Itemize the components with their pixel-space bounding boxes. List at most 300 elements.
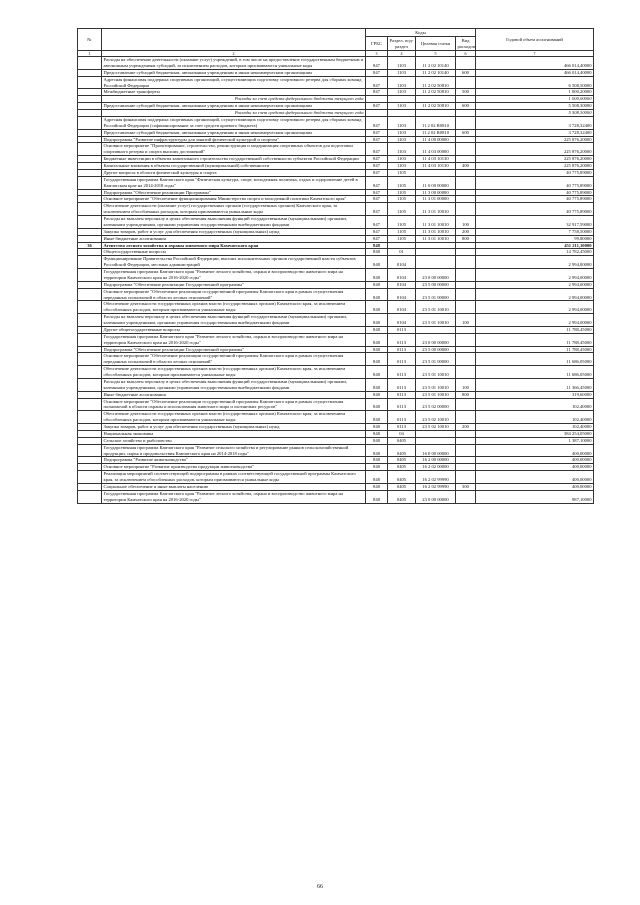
row-razdel: 0113	[388, 378, 416, 391]
row-name: Расходы на выплаты персоналу в целях обеспечения выполнения функций государственными (муниципальными) органами, казенными учреждениями, органами управления государственными внебюджетными фондами	[102, 378, 366, 391]
row-name: Агентство лесного хозяйства и охраны животного мира Камчатского края	[102, 242, 366, 249]
row-target-article	[416, 242, 456, 249]
row-target-article	[416, 437, 456, 444]
row-name: Адресная финансовая поддержка спортивных организаций, осуществляющих подготовку спортивного резерва для сборных команд Российской Федерации	[102, 76, 366, 89]
table-row	[78, 378, 594, 391]
table-row	[78, 424, 594, 431]
row-amount: 400,00000	[476, 444, 594, 457]
row-name: Предоставление субсидий бюджетным, автономным учреждениям и иным некоммерческим организациям	[102, 129, 366, 136]
row-name: Предоставление субсидий бюджетным, автономным учреждениям и иным некоммерческим организациям	[102, 69, 366, 76]
row-name: Государственная программа Камчатского края "Развитие лесного хозяйства, охрана и воспроизводство животного мира на территории Камчатского края на 2016-2020 годы"	[102, 490, 366, 503]
table-row	[78, 129, 594, 136]
table-body	[78, 57, 594, 504]
row-name: Обеспечение деятельности (оказание услуг) государственных органов (государственных органов) Камчатского края, за исключением обособленных расходов, которым присваиваются уникальные коды	[102, 203, 366, 216]
row-amount: 11 788,45000	[476, 333, 594, 346]
row-grbs: 848	[366, 353, 388, 366]
colnum-5: 5	[416, 51, 456, 57]
row-razdel: 1103	[388, 76, 416, 89]
row-target-article: 23 5 01 10010	[416, 391, 456, 398]
row-name: Иные бюджетные ассигнования	[102, 391, 366, 398]
row-expense-type	[456, 256, 476, 269]
row-razdel: 1103	[388, 129, 416, 136]
row-grbs: 847	[366, 89, 388, 96]
table-row	[78, 163, 594, 170]
header-name	[102, 29, 366, 51]
row-target-article: 11 3 01 10010	[416, 235, 456, 242]
row-target-article: 11 4 00 00000	[416, 136, 456, 143]
row-target-article: 11 4 03 10130	[416, 156, 456, 163]
row-expense-type	[456, 366, 476, 379]
row-number	[78, 314, 102, 327]
row-target-article: 11 3 01 10010	[416, 228, 456, 235]
row-grbs: 847	[366, 69, 388, 76]
row-target-article: 23 5 01 00000	[416, 353, 456, 366]
row-grbs: 848	[366, 391, 388, 398]
row-expense-type	[456, 444, 476, 457]
table-row	[78, 353, 594, 366]
table-row	[78, 156, 594, 163]
table-row	[78, 96, 594, 103]
row-number	[78, 281, 102, 288]
row-target-article: 23 5 02 10010	[416, 424, 456, 431]
header-codes: Коды	[366, 29, 476, 37]
row-amount: 40 775,89000	[476, 189, 594, 196]
row-number	[78, 228, 102, 235]
row-grbs: 848	[366, 366, 388, 379]
row-amount: 99,80000	[476, 235, 594, 242]
table-row	[78, 57, 594, 70]
row-grbs: 847	[366, 216, 388, 229]
row-number	[78, 235, 102, 242]
row-target-article: 11 4 03 10130	[416, 163, 456, 170]
row-name: Общегосударственные вопросы	[102, 249, 366, 256]
row-number	[78, 326, 102, 333]
row-grbs: 848	[366, 326, 388, 333]
row-number	[78, 57, 102, 70]
row-name: Основное мероприятие "Обеспечение функционирования Министерства спорта и молодежной политики Камчатского края"	[102, 196, 366, 203]
row-name: Адресная финансовая поддержка спортивных организаций, осуществляющих подготовку спортивного резерва для сборных команд Российской Федерации (софинансирование за счет средств краевого бюджета)	[102, 116, 366, 129]
row-expense-type	[456, 176, 476, 189]
table-row	[78, 314, 594, 327]
row-razdel: 1105	[388, 228, 416, 235]
row-grbs: 848	[366, 288, 388, 301]
header-cs: Целевая статья	[416, 37, 456, 51]
row-name: Расходы за счет средств федерального бюджета текущего года	[102, 96, 366, 103]
row-number	[78, 483, 102, 490]
row-name: Закупка товаров, работ и услуг для обеспечения государственных (муниципальных) нужд	[102, 228, 366, 235]
row-number	[78, 216, 102, 229]
row-target-article: 11 3 01 00000	[416, 196, 456, 203]
row-name: Подпрограмма "Развитие животноводства"	[102, 457, 366, 464]
row-name: Обеспечение деятельности государственных органов власти (государственных органов) Камчатского края, за исключением обособленных расходов, которым присваиваются уникальные коды	[102, 301, 366, 314]
row-number	[78, 411, 102, 424]
row-grbs: 848	[366, 464, 388, 471]
row-grbs	[366, 96, 388, 103]
row-expense-type: 800	[456, 235, 476, 242]
row-number	[78, 391, 102, 398]
row-number	[78, 333, 102, 346]
table-row	[78, 249, 594, 256]
row-number	[78, 269, 102, 282]
row-grbs: 847	[366, 156, 388, 163]
colnum-7: 7	[476, 51, 594, 57]
table-row	[78, 346, 594, 353]
row-amount: 1 000,20000	[476, 89, 594, 96]
row-expense-type	[456, 430, 476, 437]
row-number: 36	[78, 242, 102, 249]
row-target-article	[416, 256, 456, 269]
row-amount: 6 508,50000	[476, 76, 594, 89]
row-target-article: 23 5 02 00000	[416, 398, 456, 411]
row-target-article	[416, 96, 456, 103]
table-row	[78, 326, 594, 333]
budget-table	[77, 28, 594, 504]
header-grbs: ГРБС	[366, 37, 388, 51]
row-expense-type: 300	[456, 483, 476, 490]
row-name: Социальное обеспечение и иные выплаты населению	[102, 483, 366, 490]
row-name: Закупка товаров, работ и услуг для обеспечения государственных (муниципальных) нужд	[102, 424, 366, 431]
row-number	[78, 353, 102, 366]
table-row	[78, 471, 594, 484]
row-grbs: 847	[366, 176, 388, 189]
row-razdel: 0405	[388, 437, 416, 444]
table-row	[78, 398, 594, 411]
row-number	[78, 378, 102, 391]
row-razdel: 04	[388, 430, 416, 437]
row-target-article: 16 2 02 99990	[416, 483, 456, 490]
row-number	[78, 249, 102, 256]
table-row	[78, 235, 594, 242]
row-expense-type: 200	[456, 228, 476, 235]
table-row	[78, 242, 594, 249]
row-name: Основное мероприятие "Обеспечение реализации государственной программы Камчатского края в рамках осуществления полномочий в области охраны и использования животного мира и охотничьих ресурсов"	[102, 398, 366, 411]
row-target-article: 11 2 02 R0810	[416, 129, 456, 136]
row-number	[78, 76, 102, 89]
row-amount: 40 775,89000	[476, 169, 594, 176]
row-amount: 2 994,00000	[476, 281, 594, 288]
row-number	[78, 444, 102, 457]
row-number	[78, 136, 102, 143]
row-target-article	[416, 326, 456, 333]
table-row	[78, 136, 594, 143]
row-amount: 7 758,50000	[476, 228, 594, 235]
table-row	[78, 269, 594, 282]
row-razdel: 1103	[388, 89, 416, 96]
row-razdel: 0104	[388, 281, 416, 288]
row-target-article: 16 2 02 00000	[416, 464, 456, 471]
row-expense-type	[456, 76, 476, 89]
row-number	[78, 110, 102, 117]
row-expense-type	[456, 398, 476, 411]
row-razdel: 1105	[388, 176, 416, 189]
colnum-1: 1	[78, 51, 102, 57]
row-amount: 225 876,20000	[476, 163, 594, 170]
row-amount: 11 686,05000	[476, 353, 594, 366]
row-name: Другие вопросы в области физической культуры и спорта	[102, 169, 366, 176]
row-expense-type	[456, 57, 476, 70]
row-expense-type: 600	[456, 129, 476, 136]
colnum-2: 2	[102, 51, 366, 57]
row-expense-type	[456, 457, 476, 464]
row-razdel: 1103	[388, 69, 416, 76]
row-number	[78, 103, 102, 110]
row-target-article: 11 3 00 00000	[416, 189, 456, 196]
row-target-article	[416, 169, 456, 176]
row-number	[78, 437, 102, 444]
row-number	[78, 471, 102, 484]
row-razdel: 1105	[388, 203, 416, 216]
colnum-4: 4	[388, 51, 416, 57]
row-grbs: 848	[366, 346, 388, 353]
row-razdel: 1103	[388, 143, 416, 156]
budget-sheet	[77, 28, 593, 504]
row-number	[78, 163, 102, 170]
row-amount: 466 014,40000	[476, 57, 594, 70]
row-razdel: 1103	[388, 156, 416, 163]
row-amount: 400,00000	[476, 457, 594, 464]
table-row	[78, 288, 594, 301]
row-razdel	[388, 242, 416, 249]
row-number	[78, 196, 102, 203]
row-amount: 451 211,10000	[476, 242, 594, 249]
row-expense-type	[456, 288, 476, 301]
header-vr: Вид расходов	[457, 37, 475, 49]
row-number	[78, 189, 102, 196]
row-razdel: 1105	[388, 196, 416, 203]
row-amount: 2 994,00000	[476, 288, 594, 301]
row-number	[78, 69, 102, 76]
row-target-article: 23 0 00 00000	[416, 269, 456, 282]
row-expense-type	[456, 156, 476, 163]
row-amount: 225 876,20000	[476, 143, 594, 156]
row-grbs: 847	[366, 57, 388, 70]
row-grbs: 847	[366, 189, 388, 196]
row-expense-type	[456, 437, 476, 444]
row-expense-type	[456, 326, 476, 333]
row-target-article: 23 5 00 00000	[416, 281, 456, 288]
row-number	[78, 143, 102, 156]
row-expense-type: 500	[456, 89, 476, 96]
row-target-article: 11 0 00 00000	[416, 176, 456, 189]
row-razdel: 0113	[388, 411, 416, 424]
row-name: Расходы за счет средств федерального бюджета текущего года	[102, 110, 366, 117]
table-row	[78, 189, 594, 196]
row-grbs: 847	[366, 169, 388, 176]
row-name: Подпрограмма "Обеспечение реализации Программы"	[102, 189, 366, 196]
row-number	[78, 346, 102, 353]
row-razdel: 1105	[388, 189, 416, 196]
row-expense-type	[456, 110, 476, 117]
row-razdel: 0405	[388, 464, 416, 471]
table-row	[78, 256, 594, 269]
row-target-article: 23 0 00 00000	[416, 333, 456, 346]
row-number	[78, 96, 102, 103]
row-name: Расходы на выплаты персоналу в целях обеспечения выполнения функций государственными (муниципальными) органами, казенными учреждениями, органами управления государственными внебюджетными фондами	[102, 216, 366, 229]
row-grbs: 847	[366, 196, 388, 203]
table-row	[78, 411, 594, 424]
row-number	[78, 398, 102, 411]
row-target-article: 11 2 02 10140	[416, 57, 456, 70]
row-amount: 14 782,45000	[476, 249, 594, 256]
row-name: Реализация мероприятий соответствующей подпрограммы в рамках соответствующей государственной программы Камчатского края, за исключением обособленных расходов, которым присваиваются уникальные коды	[102, 471, 366, 484]
row-expense-type	[456, 464, 476, 471]
header-razdel: Раздел, под-раздел	[388, 37, 416, 51]
row-amount: 5 508,30000	[476, 110, 594, 117]
table-row	[78, 490, 594, 503]
row-razdel: 0104	[388, 256, 416, 269]
row-name: Обеспечение деятельности государственных органов власти (государственных органов) Камчатского края, за исключением обособленных расходов, которым присваиваются уникальные коды	[102, 366, 366, 379]
row-razdel: 1103	[388, 57, 416, 70]
row-grbs: 848	[366, 457, 388, 464]
row-razdel: 0113	[388, 391, 416, 398]
row-name: Основное мероприятие "Проектирование, строительство, реконструкция и модернизация спортивных объектов для подготовки спортивного резерва и спорта высших достижений"	[102, 143, 366, 156]
row-target-article: 11 2 02 50810	[416, 89, 456, 96]
row-grbs: 847	[366, 136, 388, 143]
row-expense-type: 100	[456, 378, 476, 391]
row-number	[78, 256, 102, 269]
row-grbs: 848	[366, 242, 388, 249]
row-grbs: 848	[366, 378, 388, 391]
row-name: Капитальные вложения в объекты государственной (муниципальной) собственности	[102, 163, 366, 170]
row-amount: 384 254,05000	[476, 430, 594, 437]
row-name: Государственная программа Камчатского края "Развитие лесного хозяйства, охрана и воспроизводство животного мира на территории Камчатского края на 2016-2020 годы"	[102, 333, 366, 346]
row-grbs: 848	[366, 430, 388, 437]
row-number	[78, 366, 102, 379]
row-number	[78, 301, 102, 314]
row-expense-type	[456, 143, 476, 156]
row-razdel: 0405	[388, 483, 416, 490]
row-amount: 987,10000	[476, 490, 594, 503]
table-row	[78, 216, 594, 229]
row-razdel: 0113	[388, 366, 416, 379]
row-target-article	[416, 249, 456, 256]
row-grbs: 848	[366, 249, 388, 256]
table-row	[78, 391, 594, 398]
row-number	[78, 424, 102, 431]
row-razdel: 0113	[388, 346, 416, 353]
row-name: Подпрограмма "Обеспечение реализации Государственной программы"	[102, 346, 366, 353]
row-target-article: 23 5 01 00000	[416, 288, 456, 301]
row-razdel: 01	[388, 249, 416, 256]
row-number	[78, 464, 102, 471]
row-razdel: 0113	[388, 326, 416, 333]
row-name: Расходы на обеспечение деятельности (оказание услуг) учреждений, в том числе на предоставление государственным бюджетным и автономным учреждениям субсидий, за исключением расходов, которым присваиваются уникальные коды	[102, 57, 366, 70]
row-grbs: 848	[366, 490, 388, 503]
row-grbs: 847	[366, 163, 388, 170]
row-razdel: 0104	[388, 288, 416, 301]
row-name: Основное мероприятие "Развитие производства продукции животноводства"	[102, 464, 366, 471]
table-row	[78, 116, 594, 129]
table-row	[78, 103, 594, 110]
row-name: Межбюджетные трансферты	[102, 89, 366, 96]
table-row	[78, 464, 594, 471]
row-amount: 11 686,05000	[476, 366, 594, 379]
row-amount: 2 994,00000	[476, 269, 594, 282]
row-number	[78, 457, 102, 464]
row-grbs: 848	[366, 269, 388, 282]
row-razdel: 1105	[388, 216, 416, 229]
row-expense-type: 400	[456, 163, 476, 170]
row-name: Другие общегосударственные вопросы	[102, 326, 366, 333]
row-number	[78, 430, 102, 437]
row-expense-type: 600	[456, 103, 476, 110]
row-grbs: 848	[366, 444, 388, 457]
table-row	[78, 143, 594, 156]
table-row	[78, 301, 594, 314]
row-number	[78, 288, 102, 301]
row-razdel: 1105	[388, 169, 416, 176]
row-grbs: 848	[366, 256, 388, 269]
row-target-article: 11 2 02 50810	[416, 76, 456, 89]
table-row	[78, 333, 594, 346]
row-target-article: 16 2 02 99990	[416, 471, 456, 484]
row-razdel: 0405	[388, 471, 416, 484]
row-number	[78, 116, 102, 129]
row-grbs: 848	[366, 471, 388, 484]
row-grbs: 847	[366, 129, 388, 136]
row-expense-type	[456, 196, 476, 203]
row-expense-type	[456, 203, 476, 216]
row-amount: 319,60000	[476, 391, 594, 398]
row-target-article: 11 2 02 50810	[416, 103, 456, 110]
row-razdel: 0104	[388, 301, 416, 314]
row-name: Иные бюджетные ассигнования	[102, 235, 366, 242]
row-razdel: 1103	[388, 136, 416, 143]
table-row	[78, 444, 594, 457]
row-amount: 102,40000	[476, 411, 594, 424]
row-expense-type	[456, 346, 476, 353]
row-target-article: 23 5 02 10010	[416, 411, 456, 424]
row-target-article: 23 5 01 10010	[416, 301, 456, 314]
row-target-article: 23 5 00 00000	[416, 346, 456, 353]
row-name: Основное мероприятие "Обеспечение реализации государственной программы Камчатского края в рамках осуществления переданных полномочий в области лесных отношений"	[102, 288, 366, 301]
row-amount: 466 014,40000	[476, 69, 594, 76]
row-name: Функционирование Правительства Российской Федерации, высших исполнительных органов государственной власти субъектов Российской Федерации, местных администраций	[102, 256, 366, 269]
row-name: Подпрограмма "Развитие инфраструктуры для занятий физической культурой и спортом"	[102, 136, 366, 143]
row-grbs: 848	[366, 314, 388, 327]
row-target-article: 16 0 00 00000	[416, 444, 456, 457]
row-amount: 11 788,45000	[476, 326, 594, 333]
row-name: Национальная экономика	[102, 430, 366, 437]
table-row	[78, 483, 594, 490]
row-name: Обеспечение деятельности государственных органов власти (государственных органов) Камчатского края, за исключением обособленных расходов, которым присваиваются уникальные коды	[102, 411, 366, 424]
row-target-article: 11 3 01 10010	[416, 203, 456, 216]
row-grbs: 848	[366, 398, 388, 411]
row-name: Предоставление субсидий бюджетным, автономным учреждениям и иным некоммерческим организациям	[102, 103, 366, 110]
row-name: Сельское хозяйство и рыболовство	[102, 437, 366, 444]
row-grbs: 847	[366, 76, 388, 89]
row-expense-type	[456, 411, 476, 424]
row-expense-type	[456, 249, 476, 256]
row-razdel: 0104	[388, 314, 416, 327]
row-target-article: 16 2 00 00000	[416, 457, 456, 464]
table-row	[78, 76, 594, 89]
row-name: Подпрограмма "Обеспечение реализации Государственной программы"	[102, 281, 366, 288]
table-row	[78, 366, 594, 379]
row-expense-type	[456, 116, 476, 129]
table-row	[78, 196, 594, 203]
row-number	[78, 169, 102, 176]
table-row	[78, 89, 594, 96]
row-expense-type	[456, 281, 476, 288]
row-expense-type	[456, 353, 476, 366]
row-grbs: 847	[366, 143, 388, 156]
row-name: Государственная программа Камчатского края "Развитие сельского хозяйства и регулирование рынков сельскохозяйственной продукции, сырья и продовольствия Камчатского края на 2014-2018 годы"	[102, 444, 366, 457]
row-amount: 2 994,00000	[476, 301, 594, 314]
row-razdel: 0405	[388, 457, 416, 464]
row-grbs: 848	[366, 483, 388, 490]
row-expense-type: 800	[456, 391, 476, 398]
